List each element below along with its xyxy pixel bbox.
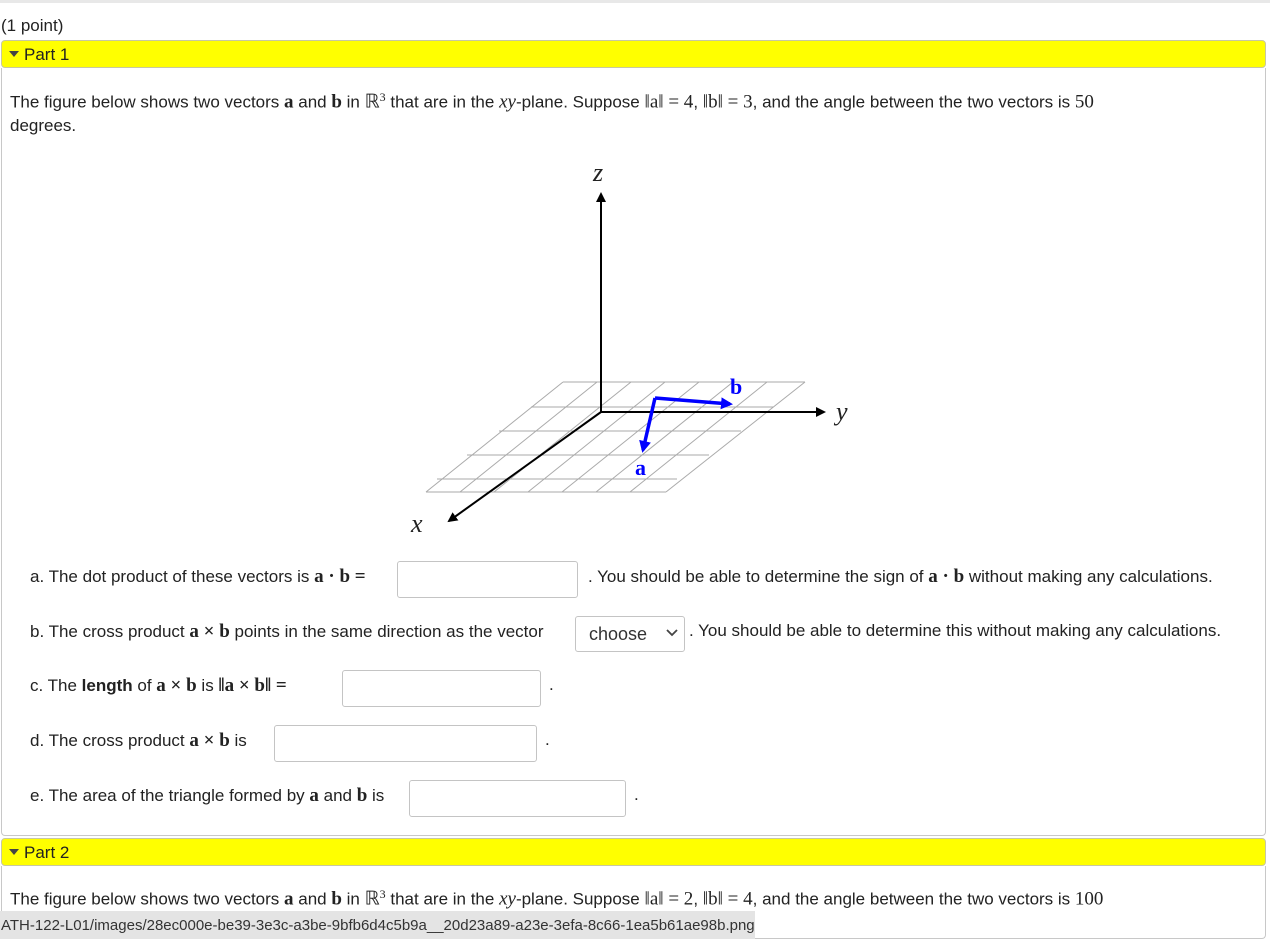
question-d-prefix: d. The cross product a × b is [30, 730, 247, 751]
vector-figure-svg [403, 153, 865, 544]
vector-b [655, 398, 730, 404]
points-label: (1 point) [1, 16, 64, 35]
collapse-triangle-icon [9, 51, 19, 57]
part1-toggle[interactable] [1, 40, 1266, 68]
question-e-prefix: e. The area of the triangle formed by a and b is [30, 785, 385, 806]
part2-header-label: Part 2 [24, 843, 70, 862]
question-c-suffix: . [549, 675, 554, 694]
part2-intro: The figure below shows two vectors a and b in ℝ$^3$ that are in the xy-plane. Suppose ‖a‖ = 2, ‖b‖ = 4, and the angle between the two vectors is 100 [10, 887, 1104, 910]
part2-toggle[interactable] [1, 838, 1266, 866]
chevron-down-icon [666, 629, 678, 637]
vector-a [643, 398, 655, 450]
part1-intro: The figure below shows two vectors a and b in ℝ$^3$ that are in the xy-plane. Suppose ‖a‖ = 4, ‖b‖ = 3, and the angle between the two vectors is 50 [10, 90, 1094, 113]
answer-a-input[interactable] [397, 561, 578, 598]
question-b-suffix: . You should be able to determine this without making any calculations. [689, 621, 1222, 640]
top-divider [0, 0, 1270, 3]
part1-intro-line2: degrees. [10, 116, 77, 135]
question-d-suffix: . [545, 730, 550, 749]
answer-b-select[interactable]: choose [575, 616, 685, 652]
xy-plane-grid [426, 382, 805, 492]
question-a-prefix: a. The dot product of these vectors is a · b = [30, 566, 366, 587]
vector-b-label: b [730, 374, 743, 399]
z-axis-label: z [593, 158, 604, 187]
x-axis [449, 412, 601, 521]
question-a-suffix: . You should be able to determine the sign of a · b without making any calculations. [588, 566, 1213, 587]
x-axis-label: x [411, 509, 423, 538]
part1-header-label: Part 1 [24, 45, 70, 64]
status-bar-url: ATH-122-L01/images/28ec000e-be39-3e3c-a3be-9bfb6d4c5b9a__20d23a89-a23e-3efa-8c66-1ea5b61ae98b.png [0, 911, 755, 939]
question-b-prefix: b. The cross product a × b points in the same direction as the vector [30, 621, 544, 642]
answer-e-input[interactable] [409, 780, 626, 817]
answer-d-input[interactable] [274, 725, 537, 762]
y-axis-label: y [836, 397, 848, 426]
question-c-prefix: c. The length of a × b is ‖a × b‖ = [30, 675, 287, 696]
vector-figure [403, 153, 865, 544]
answer-c-input[interactable] [342, 670, 541, 707]
question-e-suffix: . [634, 785, 639, 804]
vector-a-label: a [635, 455, 646, 480]
collapse-triangle-icon [9, 849, 19, 855]
